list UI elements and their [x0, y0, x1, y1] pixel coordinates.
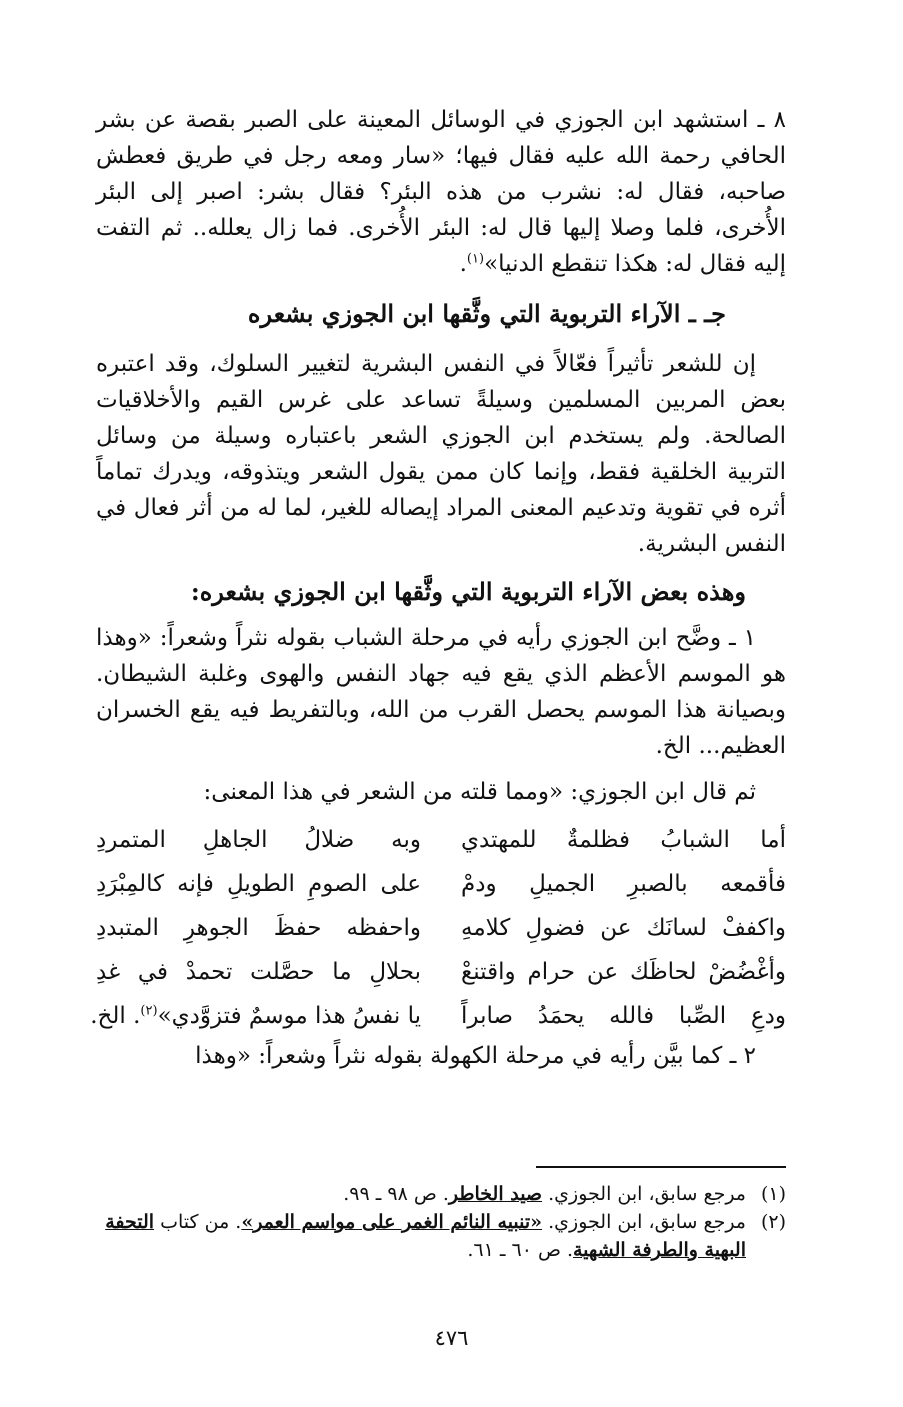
footnote-2	[96, 1208, 786, 1264]
footnote-pages: . ص ٩٨ ـ ٩٩.	[343, 1183, 449, 1205]
footnote-book-title-2: التحفة البهية والطرفة الشهية	[105, 1211, 746, 1261]
poem-verse	[96, 906, 786, 950]
verse-second-half-wrap	[90, 994, 421, 1038]
footnote-text	[96, 1180, 746, 1208]
footnote-text	[96, 1208, 746, 1264]
sub-heading-views: وهذه بعض الآراء التربوية التي وثَّقها ابن الجوزي بشعره:	[190, 577, 746, 606]
poem-verse	[90, 994, 786, 1038]
poem-verse	[96, 862, 786, 906]
verse-first-half: ودعِ الصِّبا فالله يحمَدُ صابراً	[461, 1003, 786, 1029]
paragraph-1-youth: ١ ـ وضَّح ابن الجوزي رأيه في مرحلة الشباب بقوله نثراً وشعراً: «وهذا هو الموسم الأعظم الذي يقع فيه جهاد النفس والهوى وغلبة الشيطان. وبصيانة هذا الموسم يحصل القرب من الله، وبالتفريط فيه يقع الخسران العظيم... الخ.	[96, 625, 786, 759]
footnote-pages: . ص ٦٠ ـ ٦١.	[467, 1239, 573, 1261]
footnote-1	[96, 1180, 786, 1208]
footnote-separator	[536, 1166, 786, 1168]
section-heading-c: جـ ـ الآراء التربوية التي وثَّقها ابن الجوزي بشعره	[247, 299, 726, 328]
footnote-source: مرجع سابق، ابن الجوزي.	[548, 1183, 746, 1205]
footnote-number: (١)	[760, 1183, 786, 1205]
footnote-source: مرجع سابق، ابن الجوزي.	[548, 1211, 746, 1233]
footnote-book-title: «تنبيه النائم الغمر على مواسم العمر»	[241, 1211, 543, 1233]
footnote-list	[96, 1180, 786, 1264]
footnote-book-title: صيد الخاطر	[448, 1183, 543, 1205]
poem-verse	[96, 818, 786, 862]
poem	[90, 818, 786, 1038]
verse-first-half: أما الشبابُ فظلمةٌ للمهتدي	[461, 827, 786, 853]
paragraph-8-end: .	[459, 251, 467, 277]
footnote-number: (٢)	[760, 1211, 786, 1233]
verse-second-half: وبه ضلالُ الجاهلِ المتمردِ	[96, 827, 421, 853]
verse-second-half: واحفظه حفظَ الجوهرِ المتبددِ	[96, 915, 421, 941]
verse-first-half: فأقمعه بالصبرِ الجميلِ ودمْ	[461, 871, 786, 897]
verse-second-half: بحلالِ ما حصَّلت تحمدْ في غدِ	[96, 959, 421, 985]
page-number: ٤٧٦	[434, 1326, 469, 1350]
paragraph-2-middle-age: ٢ ـ كما بيَّن رأيه في مرحلة الكهولة بقوله نثراً وشعراً: «وهذا	[195, 1043, 756, 1069]
poem-verse	[96, 950, 786, 994]
poem-tail: . الخ.	[90, 1003, 141, 1029]
verse-first-half: واكففْ لسانَك عن فضولِ كلامهِ	[461, 915, 786, 941]
footnote-ref-2[interactable]: (٢)	[140, 1003, 158, 1019]
poem-intro: ثم قال ابن الجوزي: «ومما قلته من الشعر في هذا المعنى:	[203, 779, 756, 805]
footnote-ref-1[interactable]: (١)	[466, 251, 485, 267]
paragraph-poetry-effect: إن للشعر تأثيراً فعّالاً في النفس البشرية لتغيير السلوك، وقد اعتبره بعض المربين المسلمين وسيلةً تساعد على غرس القيم والأخلاقيات الصالحة. ولم يستخدم ابن الجوزي الشعر باعتباره وسيلة من وسائل التربية الخلقية فقط، وإنما كان ممن يقول الشعر ويتذوقه، ويدرك تماماً أثره في تقوية وتدعيم المعنى المراد إيصاله للغير، لما له من أثر فعال في النفس البشرية.	[96, 351, 786, 557]
paragraph-8	[96, 102, 786, 282]
verse-first-half: وأغْضُضْ لحاظَك عن حرام واقتنعْ	[461, 959, 786, 985]
verse-second-half: على الصومِ الطويلِ فإنه كالمِبْرَدِ	[96, 871, 421, 897]
verse-second-half: يا نفسُ هذا موسمٌ فتزوَّدي»	[157, 1003, 421, 1029]
footnote-from-book: . من كتاب	[160, 1211, 242, 1233]
paragraph-8-text: ٨ ـ استشهد ابن الجوزي في الوسائل المعينة على الصبر بقصة عن بشر الحافي رحمة الله عليه فقال فيها؛ «سار ومعه رجل في طريق فعطش صاحبه، فقال له: نشرب من هذه البئر؟ فقال بشر: اصبر إلى البئر الأُخرى، فلما وصلا إليها قال له: البئر الأُخرى. فما زال يعلله.. ثم التفت إليه فقال له: هكذا تنقطع الدنيا»	[96, 107, 786, 277]
page-body	[90, 102, 786, 1074]
